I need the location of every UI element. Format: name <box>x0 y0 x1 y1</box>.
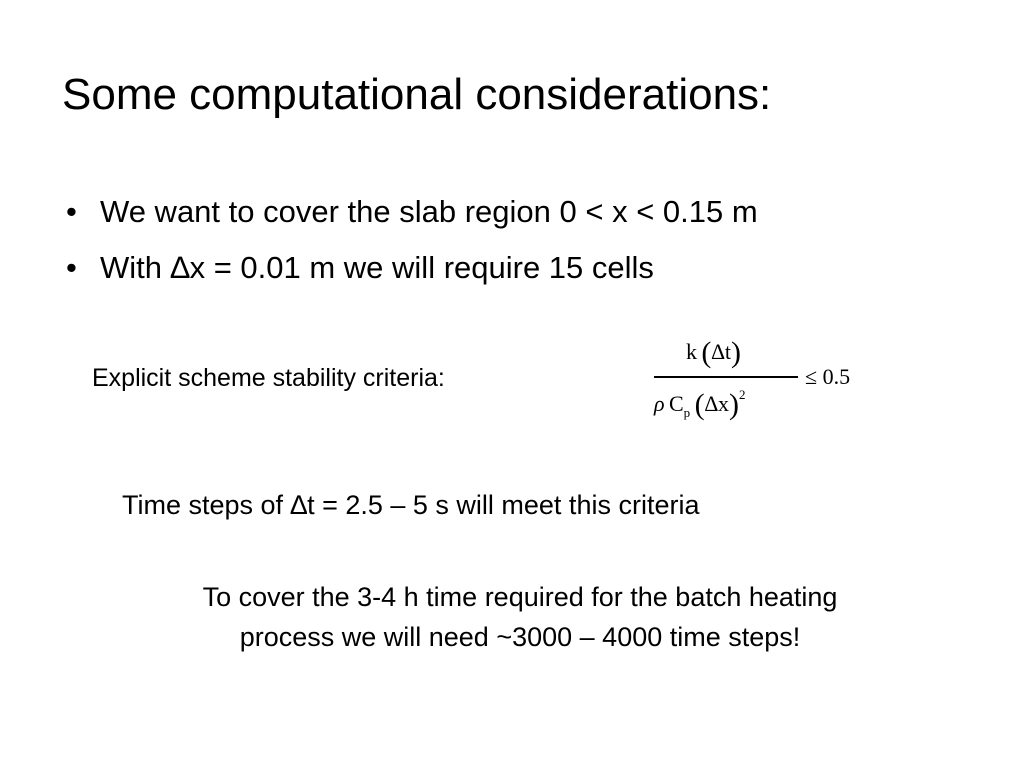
formula-k: k <box>686 339 697 364</box>
formula-rhs: ≤ 0.5 <box>805 364 851 389</box>
bullet-item <box>62 190 758 246</box>
bullet-text: With ∆x = 0.01 m we will require 15 cells <box>100 250 654 285</box>
formula-sup-2: 2 <box>739 387 746 402</box>
conclusion-line: To cover the 3-4 h time required for the batch heating <box>202 582 838 612</box>
formula-rho: ρ <box>654 391 665 416</box>
bullet-marker: • <box>66 194 77 229</box>
stability-label: Explicit scheme stability criteria: <box>92 364 445 392</box>
conclusion-text <box>60 577 980 657</box>
formula-fraction-bar <box>654 376 798 378</box>
formula-sub-p: p <box>683 405 691 420</box>
formula-delta-x: ∆x <box>704 391 730 416</box>
formula-paren-close: ) <box>730 336 741 369</box>
slide-title: Some computational considerations: <box>62 70 772 119</box>
formula-delta-t: ∆t <box>711 339 731 364</box>
conclusion-line: process we will need ~3000 – 4000 time steps! <box>239 622 801 652</box>
bullet-list <box>62 190 758 302</box>
time-steps-text: Time steps of ∆t = 2.5 – 5 s will meet this criteria <box>122 490 700 520</box>
formula-paren-open: ( <box>701 336 712 369</box>
formula-C: C <box>668 391 684 416</box>
bullet-text: We want to cover the slab region 0 < x < 0.15 m <box>100 194 758 229</box>
formula-denominator <box>654 387 746 422</box>
formula-paren-close: ) <box>729 388 740 421</box>
bullet-marker: • <box>66 250 77 285</box>
bullet-item <box>62 246 758 302</box>
formula-numerator <box>686 336 741 370</box>
formula-paren-open: ( <box>694 388 705 421</box>
